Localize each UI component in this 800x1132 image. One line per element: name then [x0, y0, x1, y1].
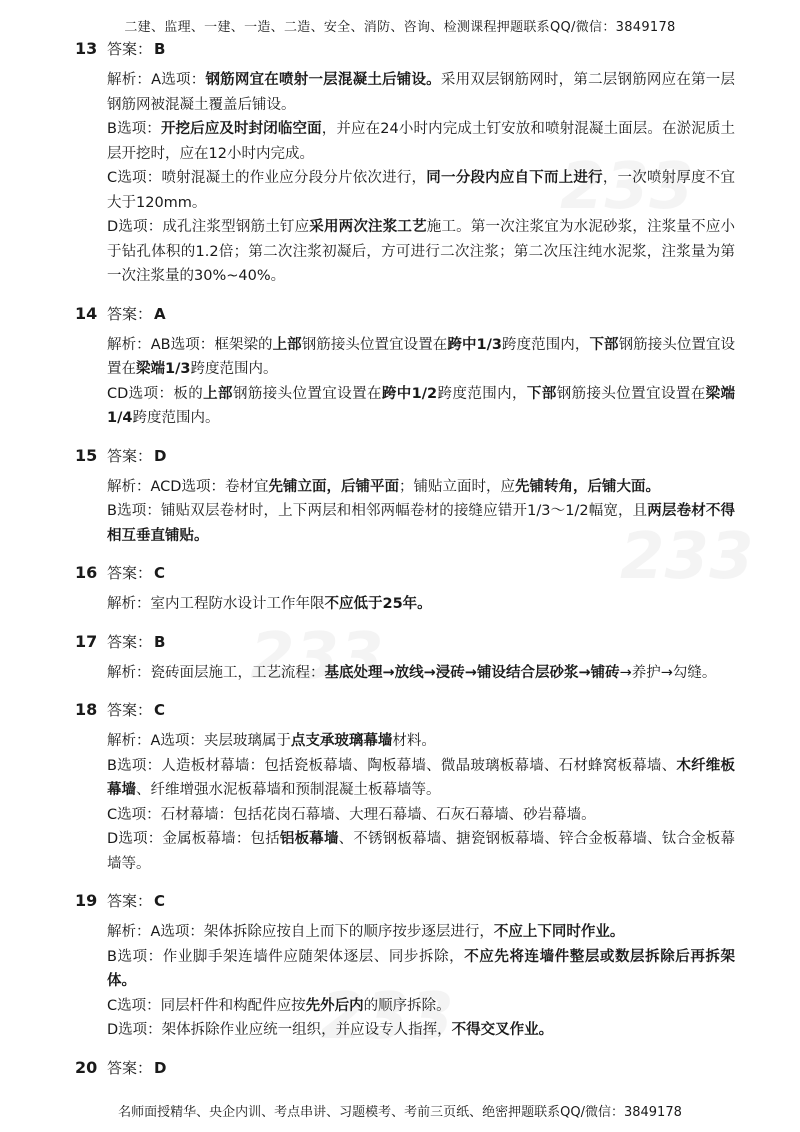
emphasis-text: 基底处理→放线→浸砖→铺设结合层砂浆→铺砖 [324, 664, 620, 681]
question-number: 16 [75, 563, 98, 582]
answer-label: 答案： [107, 564, 153, 582]
explanation-text: 、纤维增强水泥板幕墙和预制混凝土板幕墙等。 [136, 782, 441, 798]
explanation-text: 跨度范围内， [501, 336, 590, 353]
answer-value: B [154, 632, 166, 651]
emphasis-text: 上部 [272, 336, 302, 353]
explanation-paragraph [107, 166, 735, 215]
emphasis-text: 采用两次注浆工艺 [309, 219, 427, 235]
explanation-text: C选项：同层杆件和构配件应按 [107, 997, 306, 1014]
explanation-text: ；铺贴立面时，应 [398, 478, 515, 495]
question-block [75, 631, 735, 686]
explanation-text: 跨度范围内。 [190, 361, 278, 377]
explanation-text: 解析：A选项：夹层玻璃属于 [107, 733, 291, 749]
explanation-text: D选项：架体拆除作业应统一组织，并应设专人指挥， [107, 1022, 452, 1038]
question-number: 19 [75, 891, 98, 910]
emphasis-text: 两层卷材不得相互垂直铺贴。 [107, 503, 735, 544]
answer-label: 答案： [107, 892, 153, 910]
answer-value: B [154, 40, 166, 58]
page-header: 二建、监理、一建、一造、二造、安全、消防、咨询、检测课程押题联系QQ/微信：3849178 [124, 20, 676, 35]
explanation-paragraph [107, 661, 735, 686]
explanation-text: D选项：金属板幕墙：包括 [107, 831, 280, 847]
emphasis-text: 先铺立面，后铺平面 [268, 478, 399, 495]
explanation-paragraph [107, 920, 735, 945]
answer-value: C [154, 701, 166, 719]
question-block [75, 562, 735, 617]
answer-label: 答案： [107, 632, 153, 651]
emphasis-text: 开挖后应及时封闭临空面 [160, 121, 322, 137]
answer-value: A [154, 304, 166, 323]
explanation-paragraph [107, 68, 735, 117]
emphasis-text: 下部 [526, 385, 557, 402]
explanation-text: D选项：成孔注浆型钢筋土钉应 [107, 219, 310, 235]
question-block [75, 1057, 735, 1081]
answer-label: 答案： [107, 1058, 153, 1077]
emphasis-text: 下部 [589, 336, 619, 353]
explanation-paragraph [107, 945, 735, 994]
question-block [75, 38, 735, 289]
answer-value: D [154, 1058, 167, 1077]
question-block [75, 303, 735, 431]
answer-list [75, 38, 735, 1087]
explanation-text: C选项：石材幕墙：包括花岗石幕墙、大理石幕墙、石灰石幕墙、砂岩幕墙。 [107, 806, 596, 823]
explanation-text: 材料。 [392, 733, 436, 749]
explanation-text: 解析：A选项：架体拆除应按自上而下的顺序按步逐层进行， [107, 924, 494, 940]
question-header [75, 445, 735, 469]
explanation-paragraph [107, 333, 735, 382]
answer-value: C [154, 564, 166, 582]
question-header [75, 562, 735, 586]
question-block [75, 699, 735, 876]
emphasis-text: 跨中1/3 [447, 336, 502, 353]
question-header [75, 699, 735, 723]
explanation-text: 钢筋接头位置宜设置在 [232, 385, 382, 402]
explanation-text: 解析：室内工程防水设计工作年限 [107, 596, 325, 612]
explanation-paragraph [107, 215, 735, 289]
explanation-text: ，一次喷射厚度不宜大于120mm。 [107, 170, 736, 211]
explanation-text: 的顺序拆除。 [363, 997, 451, 1014]
question-header [75, 303, 735, 327]
explanation-paragraph [107, 592, 735, 617]
explanation-text: 施工。第一次注浆宜为水泥砂浆，注浆量不应小于钻孔体积的1.2倍；第二次注浆初凝后，方可进行二次注浆；第二次压注纯水泥浆，注浆量为第一次注浆量的30%~40%。 [107, 219, 736, 284]
explanation-paragraph [107, 499, 735, 548]
explanation-paragraph [107, 827, 735, 876]
emphasis-text: 同一分段内应自下而上进行 [426, 170, 603, 186]
explanation-paragraph [107, 475, 735, 500]
answer-value: D [154, 446, 167, 465]
explanation-text: 跨度范围内。 [132, 410, 220, 426]
explanation-paragraph [107, 803, 735, 828]
explanation-text: 采用双层钢筋网时，第二层钢筋网应在第一层钢筋网被混凝土覆盖后铺设。 [107, 72, 736, 113]
emphasis-text: 不得交叉作业。 [451, 1022, 554, 1038]
emphasis-text: 上部 [203, 385, 233, 402]
explanation-text: 钢筋接头位置宜设置在 [107, 336, 736, 377]
question-number: 18 [75, 700, 98, 719]
question-number: 13 [75, 39, 98, 58]
emphasis-text: 跨中1/2 [381, 385, 438, 402]
emphasis-text: 点支承玻璃幕墙 [290, 733, 393, 749]
emphasis-text: 梁端1/4 [107, 385, 736, 426]
emphasis-text: 铝板幕墙 [279, 831, 339, 847]
explanation-paragraph [107, 1018, 735, 1043]
answer-label: 答案： [107, 40, 153, 58]
answer-value: C [154, 892, 166, 910]
question-block [75, 890, 735, 1043]
question-header [75, 38, 735, 62]
emphasis-text: 钢筋网宜在喷射一层混凝土后铺设。 [205, 72, 441, 88]
explanation-text: 解析：瓷砖面层施工，工艺流程： [107, 664, 325, 681]
explanation-paragraph [107, 729, 735, 754]
explanation-paragraph [107, 117, 735, 166]
question-header [75, 1057, 735, 1081]
emphasis-text: 不应低于25年。 [324, 596, 432, 612]
explanation-text: ，并应在24小时内完成土钉安放和喷射混凝土面层。在淤泥质土层开挖时，应在12小时内完成。 [107, 121, 736, 162]
explanation-paragraph [107, 382, 735, 431]
question-number: 14 [75, 303, 98, 323]
explanation-text: 跨度范围内， [437, 385, 527, 402]
explanation-text: B选项： [107, 121, 161, 137]
question-number: 15 [75, 445, 98, 465]
answer-label: 答案： [107, 446, 153, 465]
question-block [75, 445, 735, 549]
explanation-text: →养护→勾缝。 [619, 664, 717, 681]
emphasis-text: 不应上下同时作业。 [493, 924, 625, 940]
page-footer: 名师面授精华、央企内训、考点串讲、习题模考、考前三页纸、绝密押题联系QQ/微信：3849178 [118, 1105, 682, 1120]
explanation-text: 解析：AB选项：框架梁的 [107, 336, 273, 353]
explanation-text: 解析：A选项： [107, 72, 206, 88]
explanation-text: 解析：ACD选项：卷材宜 [107, 478, 269, 495]
explanation-text: C选项：喷射混凝土的作业应分段分片依次进行， [107, 170, 427, 186]
emphasis-text: 先铺转角，后铺大面。 [514, 478, 660, 495]
emphasis-text: 先外后内 [305, 997, 364, 1014]
explanation-text: CD选项：板的 [107, 385, 204, 402]
explanation-text: B选项：铺贴双层卷材时，上下两层和相邻两幅卷材的接缝应错开1/3～1/2幅宽，且 [107, 503, 648, 519]
explanation-text: 、不锈钢板幕墙、搪瓷钢板幕墙、锌合金板幕墙、钛合金板幕墙等。 [107, 831, 735, 872]
explanation-text: 钢筋接头位置宜设置在 [556, 385, 706, 402]
question-header [75, 631, 735, 655]
explanation-text: 钢筋接头位置宜设置在 [301, 336, 448, 353]
emphasis-text: 不应先将连墙件整层或数层拆除后再拆架体。 [107, 948, 735, 989]
question-header [75, 890, 735, 914]
answer-label: 答案： [107, 304, 153, 323]
emphasis-text: 梁端1/3 [136, 361, 191, 377]
answer-label: 答案： [107, 701, 153, 719]
emphasis-text: 木纤维板幕墙 [107, 757, 736, 798]
explanation-paragraph [107, 754, 735, 803]
question-number: 17 [75, 631, 98, 651]
explanation-paragraph [107, 994, 735, 1019]
explanation-text: B选项：作业脚手架连墙件应随架体逐层、同步拆除， [107, 948, 465, 965]
question-number: 20 [75, 1057, 98, 1077]
explanation-text: B选项：人造板材幕墙：包括瓷板幕墙、陶板幕墙、微晶玻璃板幕墙、石材蜂窝板幕墙、 [107, 757, 677, 774]
